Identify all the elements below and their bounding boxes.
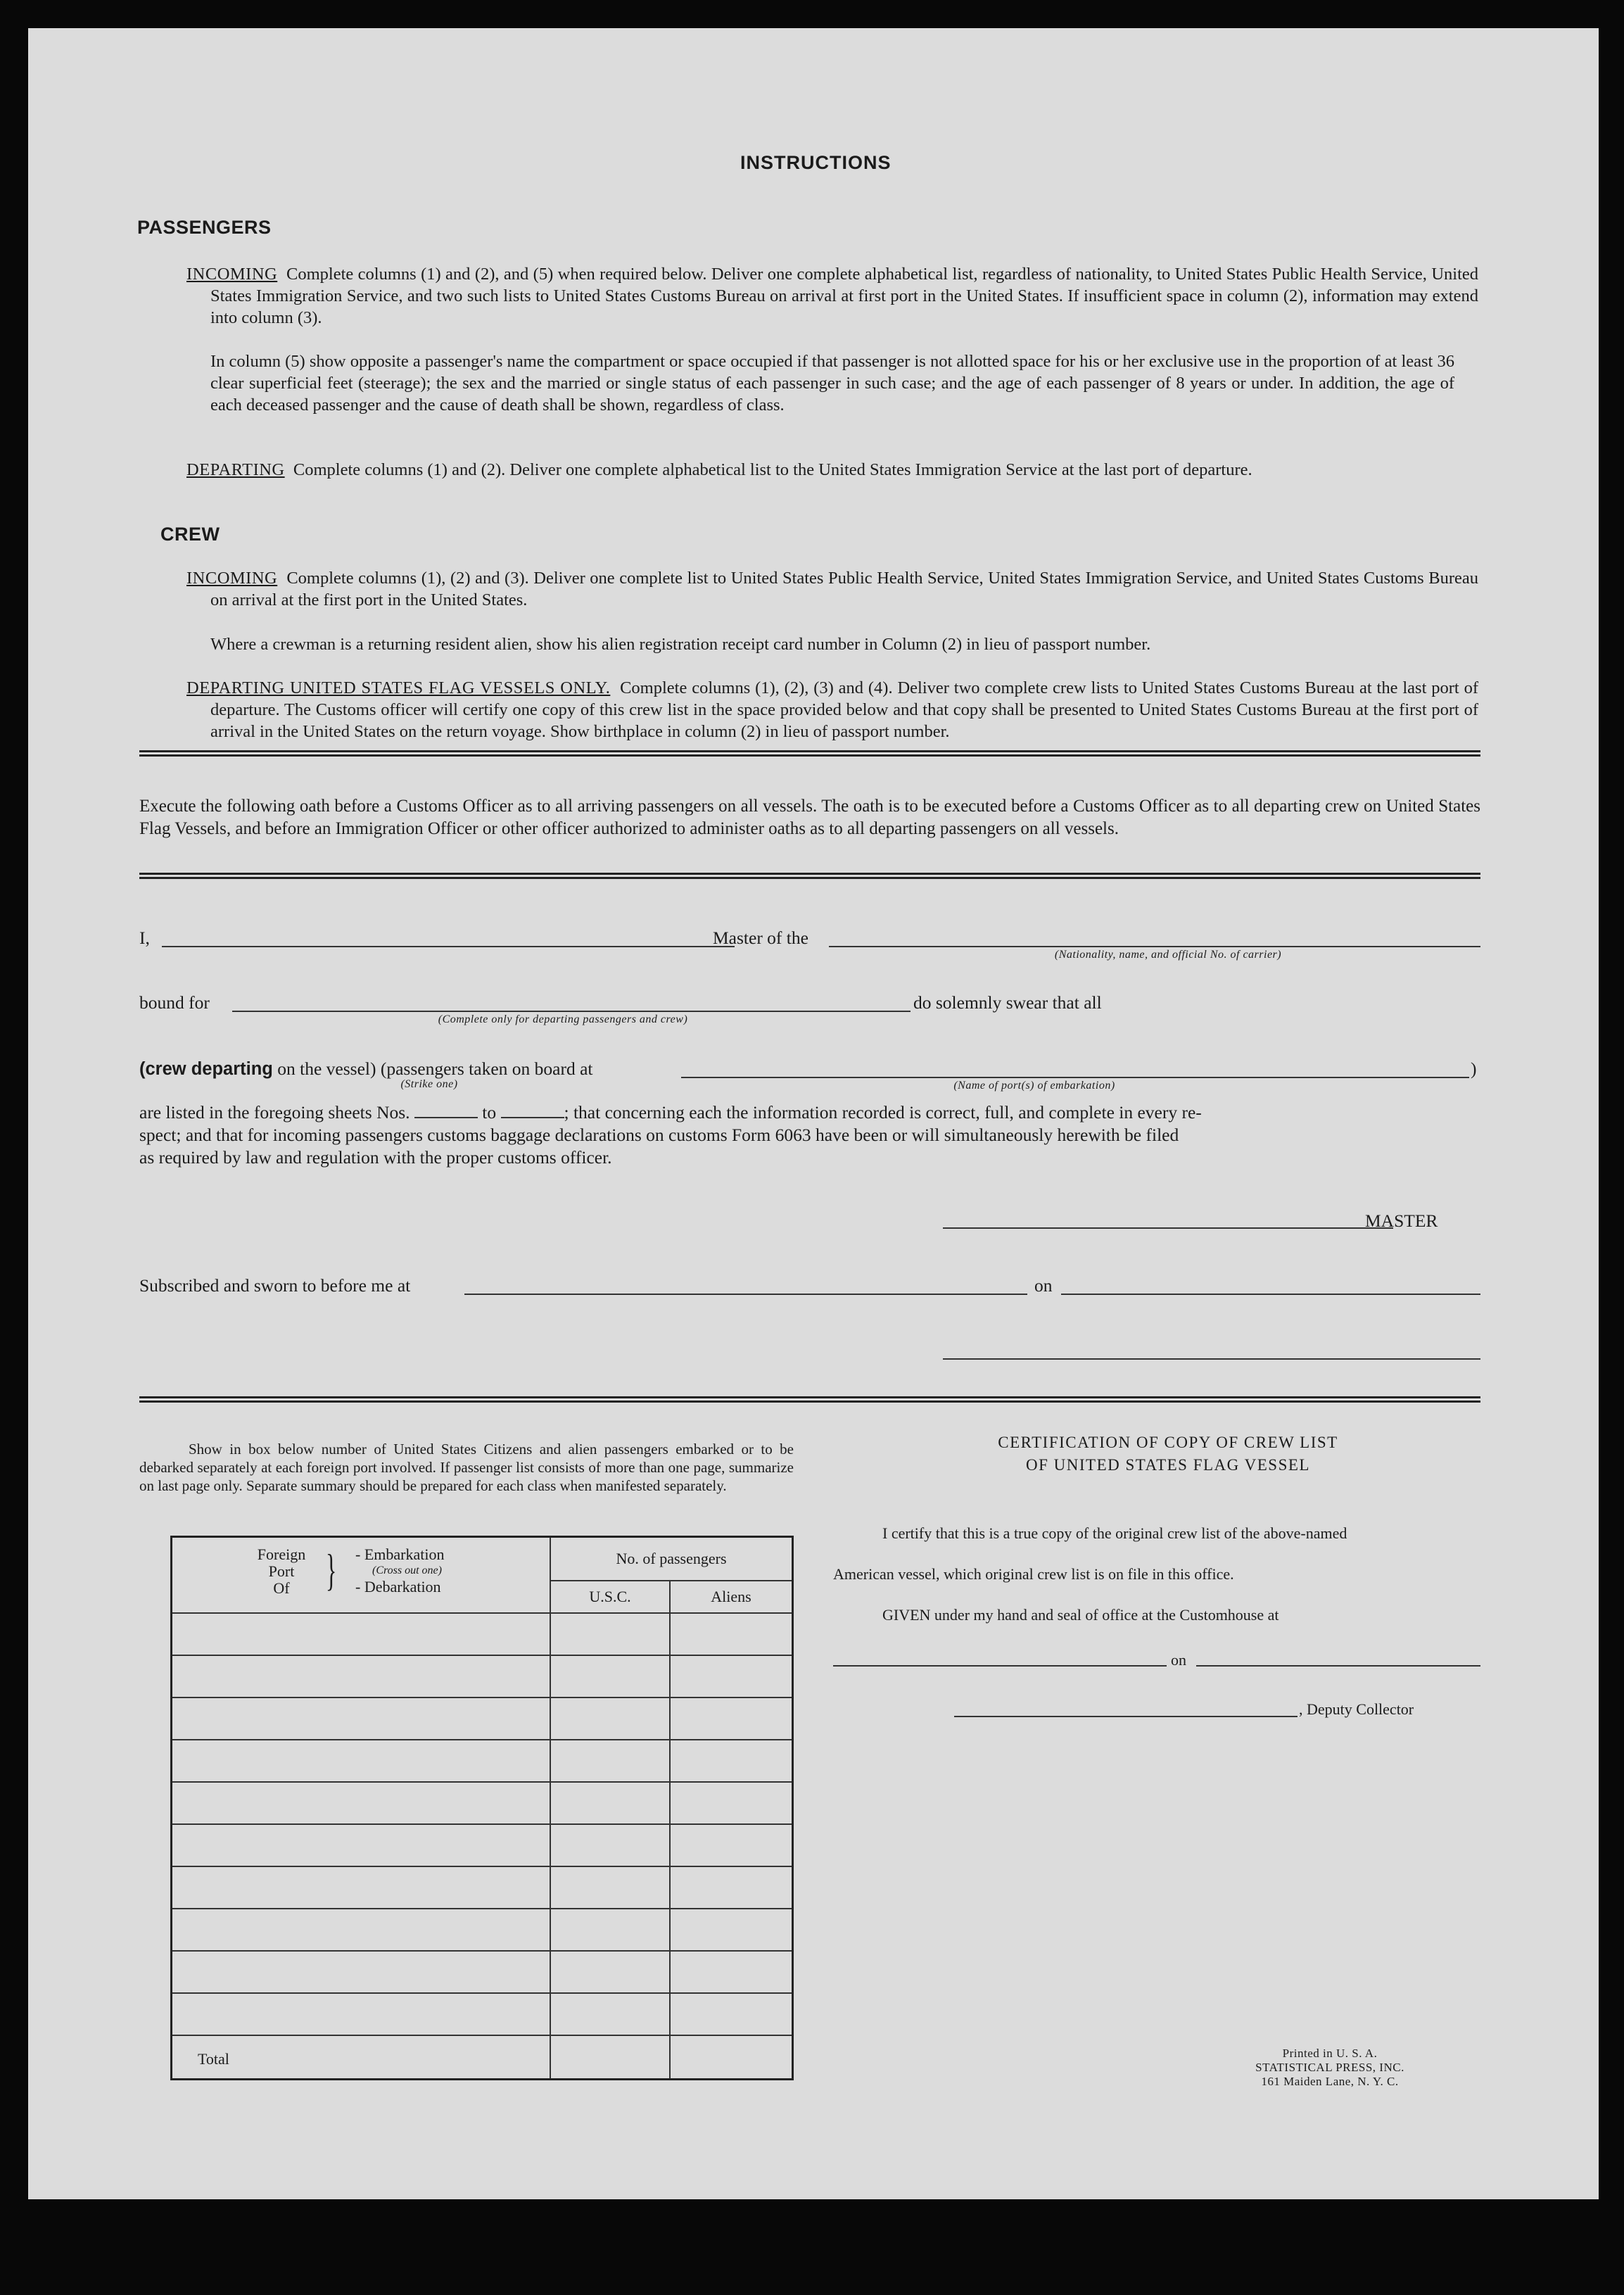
oath-passengers-taken: (passengers taken on board at [380, 1058, 593, 1079]
table-row [172, 1697, 793, 1740]
port-cell[interactable] [172, 1655, 551, 1697]
master-signature-field[interactable] [943, 1227, 1393, 1229]
port-label: Port [268, 1562, 295, 1580]
deputy-collector-label: , Deputy Collector [1299, 1700, 1414, 1718]
crew-departing-text: Complete columns (1), (2), (3) and (4). Deliver two complete crew lists to United States Customs Bureau at the last port of departure. The Customs officer will certify one copy of this crew list in the space provided below and that copy shall be presented to United States Customs Bureau at the first port of arrival in the United States on the return voyage. Show birthplace in column (2) in lieu of passport number. [210, 678, 1478, 741]
cross-out-caption: (Cross out one) [372, 1564, 442, 1576]
certification-title-line1: CERTIFICATION OF COPY OF CREW LIST [998, 1434, 1338, 1451]
aliens-cell[interactable] [670, 1782, 793, 1824]
crew-departing-label: DEPARTING UNITED STATES FLAG VESSELS ONLY. [186, 678, 611, 697]
embarkation-label: - Embarkation [355, 1545, 445, 1563]
passengers-heading: PASSENGERS [137, 217, 272, 238]
oath-master-of: Master of the [713, 928, 808, 948]
certify-line1: I certify that this is a true copy of the original crew list of the above-named [882, 1524, 1347, 1542]
port-cell[interactable] [172, 1782, 551, 1824]
aliens-cell[interactable] [670, 1951, 793, 1993]
oath-bound-for: bound for [139, 992, 210, 1013]
usc-cell[interactable] [550, 1824, 670, 1866]
section-divider [139, 1396, 1480, 1403]
sworn-on-label: on [1034, 1275, 1053, 1296]
port-cell[interactable] [172, 1866, 551, 1909]
ports-embarkation-field[interactable] [681, 1077, 1469, 1078]
usc-cell[interactable] [550, 1866, 670, 1909]
usc-cell[interactable] [550, 1697, 670, 1740]
table-row [172, 1782, 793, 1824]
table-row [172, 1909, 793, 1951]
crew-incoming-text: Complete columns (1), (2) and (3). Deliver one complete list to United States Public Health Service, United States Immigration Service, and United States Customs Bureau on arrival at the first port in the United States. [210, 569, 1479, 609]
aliens-cell[interactable] [670, 1613, 793, 1655]
sheet-to-field[interactable] [501, 1104, 564, 1118]
oath-listed-to: to [482, 1102, 497, 1123]
printer-line2: STATISTICAL PRESS, INC. [1255, 2061, 1404, 2074]
aliens-cell[interactable] [670, 1909, 793, 1951]
sworn-date-field[interactable] [1061, 1294, 1480, 1295]
oath-crew-departing: (crew departing [139, 1059, 273, 1079]
table-row [172, 1866, 793, 1909]
aliens-cell[interactable] [670, 1655, 793, 1697]
bound-for-caption: (Complete only for departing passengers and crew) [438, 1013, 688, 1025]
passengers-incoming-label: INCOMING [186, 265, 278, 284]
total-row [172, 2035, 793, 2079]
oath-intro: Execute the following oath before a Customs Officer as to all arriving passengers on all vessels. The oath is to be executed before a Customs Officer as to all departing crew on United States Flag Vessels, and before an Immigration Officer or other officer authorized to administer oaths as to all departing passengers on all vessels. [139, 797, 1480, 838]
crew-departing-instruction [186, 677, 1478, 742]
num-passengers-header: No. of passengers [550, 1537, 793, 1581]
port-cell[interactable] [172, 1740, 551, 1782]
customhouse-field[interactable] [833, 1665, 1167, 1667]
total-aliens-cell[interactable] [670, 2035, 793, 2079]
usc-cell[interactable] [550, 1993, 670, 2035]
crew-incoming-instruction [186, 567, 1478, 611]
bound-for-field[interactable] [232, 1011, 911, 1012]
passengers-departing-text: Complete columns (1) and (2). Deliver one complete alphabetical list to the United States Immigration Service at the last port of departure. [293, 460, 1252, 479]
aliens-cell[interactable] [670, 1866, 793, 1909]
port-cell[interactable] [172, 1613, 551, 1655]
port-cell[interactable] [172, 1697, 551, 1740]
form-page [28, 28, 1599, 2199]
oath-listed-line2: spect; and that for incoming passengers customs baggage declarations on customs Form 6063 have been or will simultaneously herewith be filed [139, 1125, 1179, 1145]
oath-i-label: I, [139, 928, 150, 948]
passengers-departing-instruction [186, 459, 1478, 481]
master-label: MASTER [1365, 1210, 1438, 1231]
crew-incoming-label: INCOMING [186, 569, 278, 588]
foreign-port-header [172, 1537, 551, 1614]
aliens-cell[interactable] [670, 1697, 793, 1740]
oath-listed-rest: ; that concerning each the information recorded is correct, full, and complete in every re- [564, 1102, 1202, 1123]
oath-listed-text: are listed in the foregoing sheets Nos. [139, 1102, 410, 1123]
page-title: INSTRUCTIONS [740, 152, 892, 173]
aliens-cell[interactable] [670, 1993, 793, 2035]
oath-sheets-line [139, 1102, 1202, 1123]
certification-on-label: on [1171, 1651, 1186, 1669]
table-row [172, 1655, 793, 1697]
certification-title [858, 1431, 1478, 1477]
aliens-cell[interactable] [670, 1824, 793, 1866]
certification-title-line2: OF UNITED STATES FLAG VESSEL [1026, 1456, 1310, 1474]
debarkation-label: - Debarkation [355, 1578, 441, 1595]
crew-heading: CREW [160, 524, 220, 545]
certification-date-field[interactable] [1196, 1665, 1480, 1667]
table-row [172, 1613, 793, 1655]
usc-cell[interactable] [550, 1909, 670, 1951]
usc-cell[interactable] [550, 1613, 670, 1655]
usc-cell[interactable] [550, 1655, 670, 1697]
brace-icon: } [326, 1545, 337, 1595]
crew-resident-instruction: Where a crewman is a returning resident alien, show his alien registration receipt card number in Column (2) in lieu of passport number. [210, 635, 1151, 654]
ports-caption: (Name of port(s) of embarkation) [953, 1080, 1115, 1092]
foreign-label: Foreign [257, 1545, 306, 1563]
printer-line1: Printed in U. S. A. [1282, 2047, 1378, 2060]
of-label: Of [273, 1579, 290, 1597]
table-row [172, 1951, 793, 1993]
usc-cell[interactable] [550, 1740, 670, 1782]
aliens-cell[interactable] [670, 1740, 793, 1782]
oath-listed-line3: as required by law and regulation with the proper customs officer. [139, 1147, 612, 1168]
printer-line3: 161 Maiden Lane, N. Y. C. [1261, 2075, 1399, 2088]
port-cell[interactable] [172, 1951, 551, 1993]
oath-crew-passengers-line [139, 1058, 593, 1080]
subscribed-label: Subscribed and sworn to before me at [139, 1275, 411, 1296]
sheet-from-field[interactable] [414, 1104, 478, 1118]
usc-cell[interactable] [550, 1951, 670, 1993]
usc-cell[interactable] [550, 1782, 670, 1824]
total-label: Total [172, 2035, 551, 2079]
table-row [172, 1740, 793, 1782]
summary-instructions: Show in box below number of United States Citizens and alien passengers embarked or to be debarked separately at each foreign port involved. If passenger list consists of more than one page, summarize on last page only. Separate summary should be prepared for each class when manifested separately. [139, 1441, 794, 1494]
table-row [172, 1993, 793, 2035]
table-row [172, 1824, 793, 1866]
officer-signature-field[interactable] [943, 1358, 1480, 1360]
aliens-header: Aliens [670, 1581, 793, 1613]
carrier-caption: (Nationality, name, and official No. of carrier) [1054, 949, 1282, 961]
deputy-signature-field[interactable] [954, 1716, 1298, 1717]
oath-swear: do solemnly swear that all [913, 992, 1102, 1013]
given-line: GIVEN under my hand and seal of office at the Customhouse at [882, 1606, 1279, 1624]
printer-imprint [1224, 2047, 1435, 2089]
master-name-field[interactable] [162, 946, 735, 947]
carrier-field[interactable] [829, 946, 1480, 947]
certify-line2: American vessel, which original crew list is on file in this office. [833, 1565, 1234, 1583]
oath-close-paren: ) [1471, 1058, 1477, 1079]
passenger-summary-table [170, 1536, 794, 2080]
section-divider [139, 873, 1480, 879]
passengers-departing-label: DEPARTING [186, 460, 285, 479]
sworn-place-field[interactable] [464, 1294, 1027, 1295]
strike-caption: (Strike one) [400, 1078, 458, 1090]
port-cell[interactable] [172, 1993, 551, 2035]
usc-header: U.S.C. [550, 1581, 670, 1613]
passengers-incoming-text: Complete columns (1) and (2), and (5) when required below. Deliver one complete alphabetical list, regardless of nationality, to United States Public Health Service, United States Immigration Service, and two such lists to United States Customs Bureau on arrival at first port in the United States. If insufficient space in column (2), information may extend into column (3). [210, 265, 1479, 327]
port-cell[interactable] [172, 1824, 551, 1866]
passengers-column5-instruction: In column (5) show opposite a passenger's name the compartment or space occupied if that passenger is not allotted space for his or her exclusive use in the proportion of at least 36 clear superficial feet (steerage); the sex and the married or single status of each passenger in such case; and the age of each passenger of 8 years or under. In addition, the age of each deceased passenger and the cause of death shall be shown, regardless of class. [210, 352, 1454, 415]
passengers-incoming-instruction [186, 263, 1478, 329]
total-usc-cell[interactable] [550, 2035, 670, 2079]
port-cell[interactable] [172, 1909, 551, 1951]
oath-on-vessel: on the vessel) [277, 1058, 376, 1079]
section-divider [139, 750, 1480, 757]
